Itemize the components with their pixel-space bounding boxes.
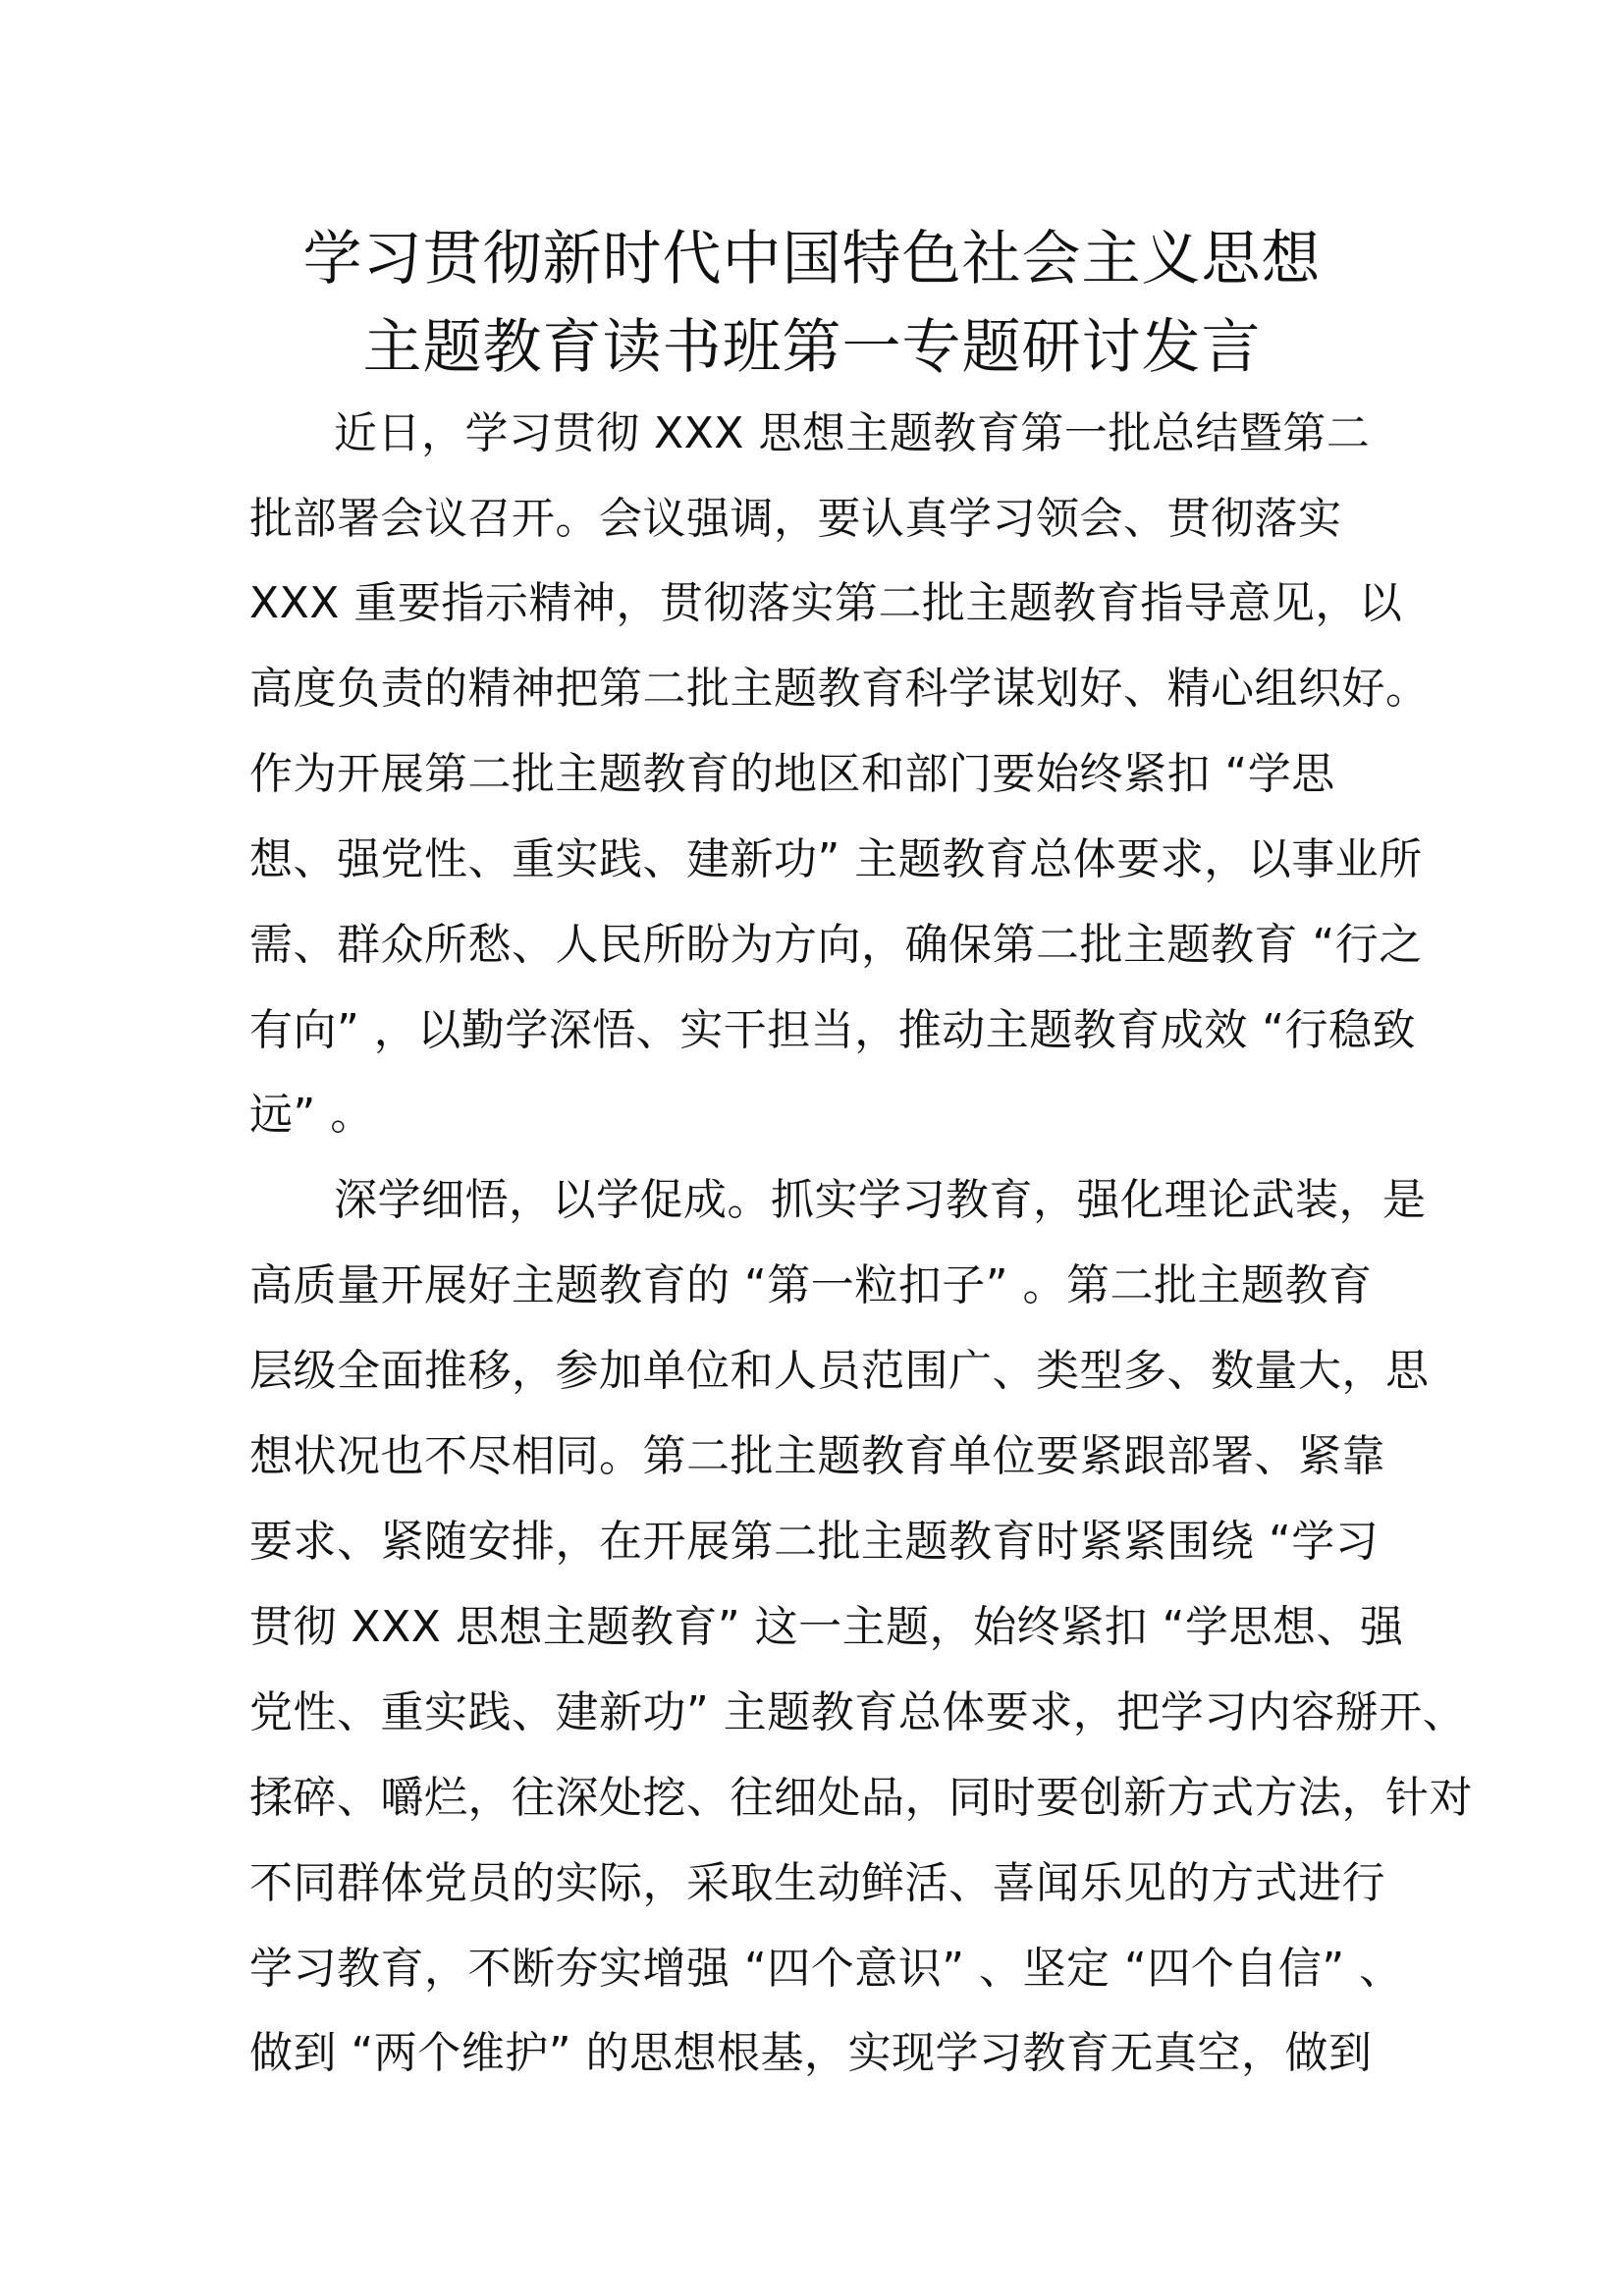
paragraph-1-line-1: 近日，学习贯彻 XXX 思想主题教育第一批总结暨第二	[334, 408, 1371, 458]
paragraph-1-line-2: 批部署会议召开。会议强调，要认真学习领会、贯彻落实	[249, 494, 1342, 544]
document-title-line-2: 主题教育读书班第一专题研讨发言	[362, 313, 1262, 382]
paragraph-2-line-2: 高质量开展好主题教育的 “第一粒扣子” 。第二批主题教育	[249, 1260, 1373, 1310]
paragraph-2-line-1: 深学细悟，以学促成。抓实学习教育，强化理论武装，是	[334, 1175, 1427, 1225]
paragraph-2-line-8: 揉碎、嚼烂，往深处挖、往细处品，同时要创新方式方法，针对	[249, 1773, 1473, 1823]
paragraph-1-line-6: 想、强党性、重实践、建新功” 主题教育总体要求，以事业所	[249, 834, 1423, 884]
paragraph-2-line-7: 党性、重实践、建新功” 主题教育总体要求，把学习内容掰开、	[249, 1687, 1467, 1737]
paragraph-2-line-5: 要求、紧随安排，在开展第二批主题教育时紧紧围绕 “学习	[249, 1517, 1380, 1567]
paragraph-1-line-8: 有向” ，以勤学深悟、实干担当，推动主题教育成效 “行稳致	[249, 1005, 1417, 1055]
paragraph-2-line-4: 想状况也不尽相同。第二批主题教育单位要紧跟部署、紧靠	[249, 1431, 1385, 1481]
paragraph-2-line-11: 做到 “两个维护” 的思想根基，实现学习教育无真空，做到	[249, 2028, 1373, 2078]
document-title-line-1: 学习贯彻新时代中国特色社会主义思想	[302, 225, 1322, 294]
paragraph-1-line-3: XXX 重要指示精神，贯彻落实第二批主题教育指导意见，以	[249, 578, 1403, 628]
paragraph-2-line-3: 层级全面推移，参加单位和人员范围广、类型多、数量大，思	[249, 1346, 1430, 1396]
paragraph-1-line-7: 需、群众所愁、人民所盼为方向，确保第二批主题教育 “行之	[249, 920, 1423, 970]
paragraph-1-line-5: 作为开展第二批主题教育的地区和部门要始终紧扣 “学思	[249, 749, 1335, 799]
paragraph-1-line-9: 远” 。	[249, 1090, 374, 1140]
paragraph-2-line-9: 不同群体党员的实际，采取生动鲜活、喜闻乐见的方式进行	[249, 1858, 1385, 1908]
paragraph-2-line-6: 贯彻 XXX 思想主题教育” 这一主题，始终紧扣 “学思想、强	[249, 1602, 1404, 1652]
paragraph-2-line-10: 学习教育，不断夯实增强 “四个意识” 、坚定 “四个自信” 、	[249, 1944, 1403, 1994]
paragraph-1-line-4: 高度负责的精神把第二批主题教育科学谋划好、精心组织好。	[249, 664, 1430, 714]
